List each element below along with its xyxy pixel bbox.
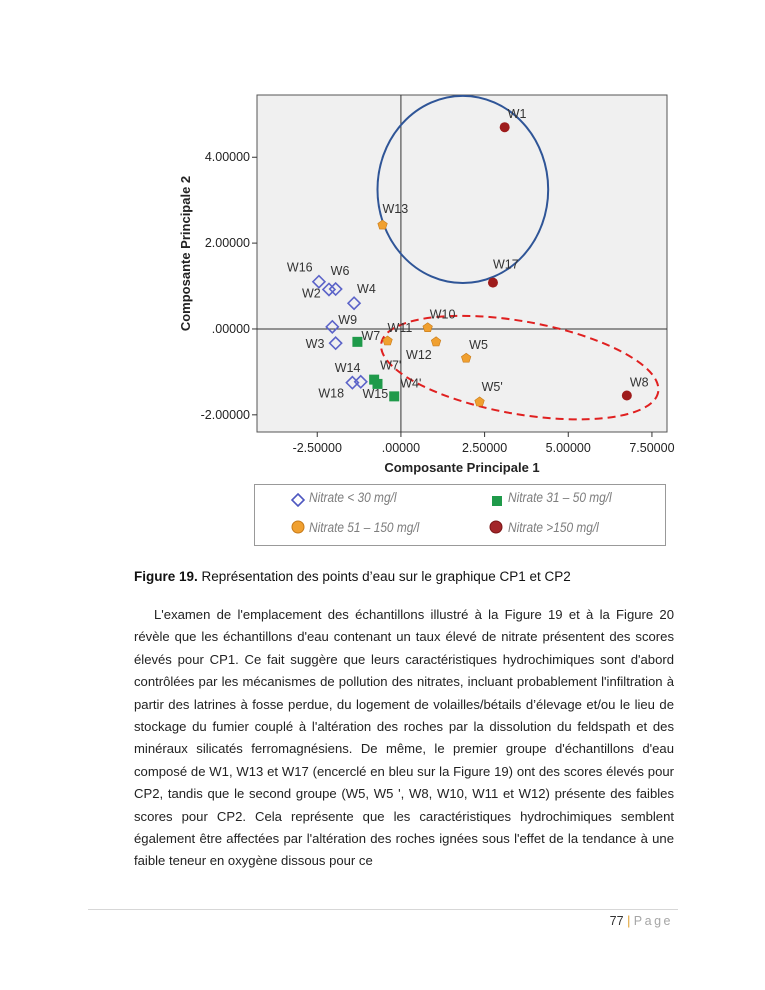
point-label-w16: W16 bbox=[286, 260, 313, 275]
y-tick-label: 2.00000 bbox=[204, 236, 250, 251]
y-tick-label: 4.00000 bbox=[204, 150, 250, 165]
x-tick-label: .00000 bbox=[381, 441, 421, 455]
point-label-w18: W18 bbox=[318, 386, 345, 401]
x-tick-label: -2.50000 bbox=[292, 441, 342, 455]
point-label-w14: W14 bbox=[334, 360, 361, 375]
point-label-w4p: W4' bbox=[400, 376, 422, 391]
point-label-w3: W3 bbox=[305, 337, 325, 352]
point-label-w1: W1 bbox=[507, 107, 527, 122]
legend-item-low: Nitrate < 30 mg/l bbox=[309, 490, 397, 505]
figure-caption bbox=[134, 569, 571, 584]
pca-scatter-chart bbox=[170, 88, 680, 480]
page-number: 77 bbox=[609, 914, 624, 928]
page-word: Page bbox=[633, 914, 673, 928]
page-footer bbox=[610, 914, 673, 928]
point-label-w7p: W7' bbox=[380, 358, 402, 373]
point-label-w11: W11 bbox=[387, 320, 413, 335]
x-tick-label: 2.50000 bbox=[461, 441, 508, 455]
point-label-w17: W17 bbox=[492, 257, 519, 272]
legend-item-medium: Nitrate 31 – 50 mg/l bbox=[508, 490, 612, 505]
point-w17 bbox=[488, 278, 498, 288]
point-label-w5: W5 bbox=[469, 338, 488, 353]
plot-area bbox=[257, 95, 667, 432]
point-label-w13: W13 bbox=[382, 202, 409, 217]
chart-legend bbox=[254, 484, 666, 546]
point-label-w12: W12 bbox=[406, 347, 432, 362]
y-tick-label: .00000 bbox=[211, 321, 250, 336]
page-separator: | bbox=[627, 914, 631, 928]
point-label-w9: W9 bbox=[338, 312, 358, 327]
point-label-w4: W4 bbox=[357, 282, 376, 297]
figure-caption-label: Figure 19. bbox=[134, 569, 198, 584]
legend-square-icon bbox=[491, 494, 503, 512]
point-w4p bbox=[389, 391, 399, 401]
point-label-w8: W8 bbox=[629, 375, 649, 390]
figure-caption-text: Représentation des points d’eau sur le graphique CP1 et CP2 bbox=[197, 569, 571, 584]
legend-item-very-high: Nitrate >150 mg/l bbox=[508, 520, 599, 535]
point-w8 bbox=[622, 391, 632, 401]
y-axis-title: Composante Principale 2 bbox=[178, 175, 193, 332]
point-w1 bbox=[500, 122, 510, 132]
point-label-w6: W6 bbox=[330, 264, 350, 279]
point-label-w7: W7 bbox=[361, 328, 381, 343]
x-tick-label: 5.00000 bbox=[545, 441, 591, 455]
y-tick-label: -2.00000 bbox=[200, 407, 250, 422]
point-label-w2: W2 bbox=[301, 286, 321, 301]
legend-item-high: Nitrate 51 – 150 mg/l bbox=[309, 520, 420, 535]
footer-divider bbox=[88, 909, 678, 910]
x-axis-title: Composante Principale 1 bbox=[384, 460, 540, 475]
body-paragraph: L'examen de l'emplacement des échantillons illustré à la Figure 19 et à la Figure 20 révèle que les échantillons d'eau contenant un taux élevé de nitrate présentent des scores élevés pour CP1. Ce fait suggère que leurs caractéristiques hydrochimiques sont d'abord contrôlées par les mécanismes de pollution des nitrates, incluant probablement l'infiltration à partir des latrines à fosse perdue, du logement de volailles/bétails d’élevage et/ou le lieu de stockage du fumier couplé à l'altération des roches par la dissolution du feldspath et des minéraux silicatés ferromagnésiens. De même, le premier groupe d'échantillons d'eau composé de W1, W13 et W17 (encerclé en bleu sur la Figure 19) ont des scores élevés pour CP2, tandis que le second groupe (W5, W5 ', W8, W10, W11 et W12) présente des faibles scores pour CP2. Cela représente que les caractéristiques hydrochimiques semblent également être affectées par l'altération des roches ignées sous l'effet de la tendance à une faible teneur en oxygène dissous pour ce bbox=[134, 607, 674, 869]
legend-circle-icon bbox=[489, 520, 503, 539]
point-label-w10: W10 bbox=[429, 307, 456, 322]
x-tick-label: 7.50000 bbox=[629, 441, 675, 455]
point-label-w15: W15 bbox=[362, 386, 389, 401]
legend-pentagon-icon bbox=[291, 520, 305, 539]
legend-diamond-icon bbox=[291, 493, 305, 512]
point-label-w5p: W5' bbox=[481, 379, 503, 394]
